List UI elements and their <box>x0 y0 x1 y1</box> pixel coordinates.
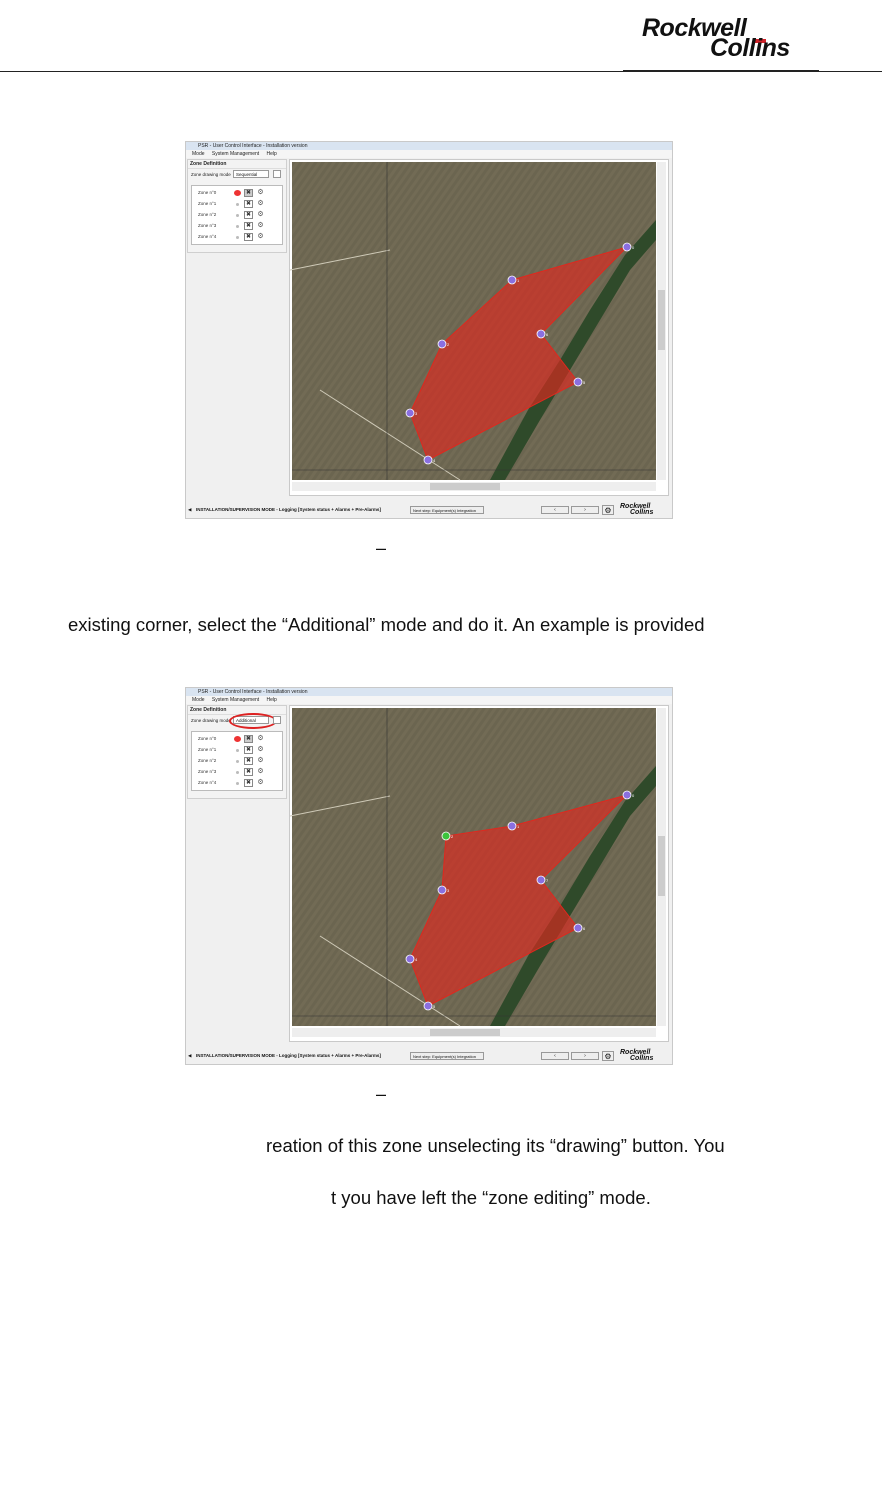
gear-icon[interactable]: ⚙ <box>257 746 264 753</box>
menu-mode[interactable]: Mode <box>192 151 205 157</box>
vertex-label: 1 <box>517 824 520 829</box>
vertex-marker[interactable] <box>537 330 545 338</box>
status-bar <box>186 503 672 517</box>
status-bar <box>186 1049 672 1063</box>
drawing-icon[interactable]: ✖ <box>245 769 252 775</box>
visibility-icon[interactable] <box>236 771 239 774</box>
zone-label: Zone n°2 <box>198 212 217 217</box>
settings-gear-icon[interactable]: ⚙ <box>602 1051 614 1061</box>
zone-row[interactable] <box>198 767 278 777</box>
gear-icon[interactable]: ⚙ <box>257 189 264 196</box>
settings-gear-icon[interactable]: ⚙ <box>602 505 614 515</box>
highlight-ellipse <box>229 713 277 729</box>
screenshot-sequential-mode <box>185 141 673 519</box>
zone-drawing-mode-select[interactable]: Additional <box>233 716 269 724</box>
vertex-label: 3 <box>447 888 450 893</box>
header-divider-accent <box>623 70 819 72</box>
vertex-marker[interactable] <box>623 243 631 251</box>
logo-line2: Collins <box>710 34 790 62</box>
zone-label: Zone n°2 <box>198 758 217 763</box>
vertex-marker[interactable] <box>424 1002 432 1010</box>
panel-title: Zone Definition <box>188 160 286 169</box>
vertex-marker[interactable] <box>623 791 631 799</box>
gear-icon[interactable]: ⚙ <box>257 768 264 775</box>
visibility-icon[interactable] <box>236 782 239 785</box>
drawing-icon[interactable]: ✖ <box>245 234 252 240</box>
vertex-label: 4 <box>433 458 436 463</box>
figure2-caption-dash: – <box>376 1084 387 1104</box>
satellite-map[interactable] <box>290 160 668 495</box>
vertex-label: 0 <box>632 793 635 798</box>
zone-row[interactable] <box>198 210 278 220</box>
zone-list <box>191 731 283 791</box>
drawing-icon[interactable]: ✖ <box>245 190 252 196</box>
visibility-icon[interactable] <box>236 236 239 239</box>
zone-label: Zone n°1 <box>198 747 217 752</box>
vertex-marker[interactable] <box>574 924 582 932</box>
drawing-icon[interactable]: ✖ <box>245 758 252 764</box>
speaker-icon: ◀ <box>188 507 192 512</box>
vertex-marker[interactable] <box>508 822 516 830</box>
visibility-icon[interactable] <box>236 749 239 752</box>
zone-drawing-mode-label: Zone drawing mode <box>191 172 231 177</box>
menu-help[interactable]: Help <box>266 697 277 703</box>
menu-help[interactable]: Help <box>266 151 277 157</box>
vertical-scroll-thumb[interactable] <box>658 836 665 896</box>
vertex-label: 4 <box>415 957 418 962</box>
visibility-icon[interactable] <box>234 190 241 196</box>
zone-row[interactable] <box>198 221 278 231</box>
drawing-icon[interactable]: ✖ <box>245 780 252 786</box>
next-button[interactable]: › <box>571 506 599 514</box>
rockwell-collins-logo <box>636 14 806 62</box>
status-logo-line1: Rockwell <box>620 503 651 510</box>
menu-mode[interactable]: Mode <box>192 697 205 703</box>
visibility-icon[interactable] <box>236 203 239 206</box>
gear-icon[interactable]: ⚙ <box>257 233 264 240</box>
zone-row[interactable] <box>198 199 278 209</box>
vertex-marker[interactable] <box>537 876 545 884</box>
status-text: INSTALLATION/SUPERVISION MODE - Logging [System status + Alarms + Pre-Alarms] <box>196 1053 381 1058</box>
zone-label: Zone n°0 <box>198 736 217 741</box>
vertex-label: 6 <box>583 926 586 931</box>
zone-label: Zone n°4 <box>198 234 217 239</box>
vertex-marker[interactable] <box>574 378 582 386</box>
zone-label: Zone n°4 <box>198 780 217 785</box>
satellite-map[interactable] <box>290 706 668 1041</box>
menu-system-management[interactable]: System Management <box>211 697 260 703</box>
vertical-scroll-thumb[interactable] <box>658 290 665 350</box>
drawing-icon[interactable]: ✖ <box>245 201 252 207</box>
zone-definition-panel <box>187 159 287 253</box>
speaker-icon: ◀ <box>188 1053 192 1058</box>
zone-label: Zone n°1 <box>198 201 217 206</box>
window-title: PSR - User Control Interface - Installation version <box>186 688 672 696</box>
map-view[interactable] <box>289 159 669 496</box>
previous-button[interactable]: ‹ <box>541 1052 569 1060</box>
vertex-marker[interactable] <box>406 955 414 963</box>
zone-row[interactable] <box>198 778 278 788</box>
status-logo <box>620 1050 653 1062</box>
paragraph-line-3: t you have left the “zone editing” mode. <box>331 1187 651 1208</box>
vertex-marker[interactable] <box>424 456 432 464</box>
zone-drawing-mode-label: Zone drawing mode <box>191 718 231 723</box>
menu-bar <box>186 150 672 158</box>
menu-bar <box>186 696 672 704</box>
panel-title: Zone Definition <box>188 706 286 715</box>
logo-line1: Rockwell <box>642 14 747 42</box>
vertex-label: 0 <box>632 245 635 250</box>
zone-label: Zone n°3 <box>198 223 217 228</box>
horizontal-scroll-thumb[interactable] <box>430 483 500 490</box>
next-button[interactable]: › <box>571 1052 599 1060</box>
zone-row[interactable] <box>198 756 278 766</box>
status-text: INSTALLATION/SUPERVISION MODE - Logging [System status + Alarms + Pre-Alarms] <box>196 507 381 512</box>
zone-row[interactable] <box>198 745 278 755</box>
zone-drawing-mode-select[interactable]: Sequential <box>233 170 269 178</box>
vertex-marker[interactable] <box>508 276 516 284</box>
gear-icon[interactable]: ⚙ <box>257 211 264 218</box>
drawing-icon[interactable]: ✖ <box>245 747 252 753</box>
gear-icon[interactable]: ⚙ <box>257 222 264 229</box>
vertex-label: 1 <box>517 278 520 283</box>
gear-icon[interactable]: ⚙ <box>257 779 264 786</box>
zone-label: Zone n°0 <box>198 190 217 195</box>
status-logo-line2: Collins <box>630 1055 654 1062</box>
paragraph-line-1: existing corner, select the “Additional” mode and do it. An example is provided <box>68 614 705 635</box>
zone-label: Zone n°3 <box>198 769 217 774</box>
vertex-marker[interactable] <box>406 409 414 417</box>
gear-icon[interactable]: ⚙ <box>257 757 264 764</box>
menu-system-management[interactable]: System Management <box>211 151 260 157</box>
screenshot-additional-mode <box>185 687 673 1065</box>
horizontal-scroll-thumb[interactable] <box>430 1029 500 1036</box>
vertex-marker[interactable] <box>438 340 446 348</box>
vertex-marker[interactable] <box>438 886 446 894</box>
drawing-icon[interactable]: ✖ <box>245 223 252 229</box>
vertex-label: 5 <box>433 1004 436 1009</box>
visibility-icon[interactable] <box>234 736 241 742</box>
next-step-button[interactable]: Next step: Equipment(s) Integration <box>410 1052 484 1060</box>
vertex-label: 6 <box>546 332 549 337</box>
status-logo-line1: Rockwell <box>620 1049 651 1056</box>
drawing-icon[interactable]: ✖ <box>245 736 252 742</box>
gear-icon[interactable]: ⚙ <box>257 200 264 207</box>
drawing-icon[interactable]: ✖ <box>245 212 252 218</box>
window-title: PSR - User Control Interface - Installation version <box>186 142 672 150</box>
vertex-label: 5 <box>583 380 586 385</box>
figure1-caption-dash: – <box>376 538 387 558</box>
visibility-icon[interactable] <box>236 760 239 763</box>
map-view[interactable] <box>289 705 669 1042</box>
previous-button[interactable]: ‹ <box>541 506 569 514</box>
mode-info-button[interactable] <box>273 716 281 724</box>
zone-row[interactable] <box>198 734 278 744</box>
visibility-icon[interactable] <box>236 214 239 217</box>
new-vertex-marker[interactable] <box>442 832 450 840</box>
zone-list <box>191 185 283 245</box>
zone-row[interactable] <box>198 232 278 242</box>
vertex-label: 2 <box>451 834 454 839</box>
vertex-label: 7 <box>546 878 549 883</box>
zone-definition-panel <box>187 705 287 799</box>
next-step-button[interactable]: Next step: Equipment(s) Integration <box>410 506 484 514</box>
gear-icon[interactable]: ⚙ <box>257 735 264 742</box>
paragraph-line-2: reation of this zone unselecting its “drawing” button. You <box>266 1135 725 1156</box>
visibility-icon[interactable] <box>236 225 239 228</box>
vertex-label: 3 <box>415 411 418 416</box>
mode-info-button[interactable] <box>273 170 281 178</box>
vertex-label: 2 <box>447 342 450 347</box>
status-logo <box>620 504 653 516</box>
status-logo-line2: Collins <box>630 509 654 516</box>
zone-row[interactable] <box>198 188 278 198</box>
